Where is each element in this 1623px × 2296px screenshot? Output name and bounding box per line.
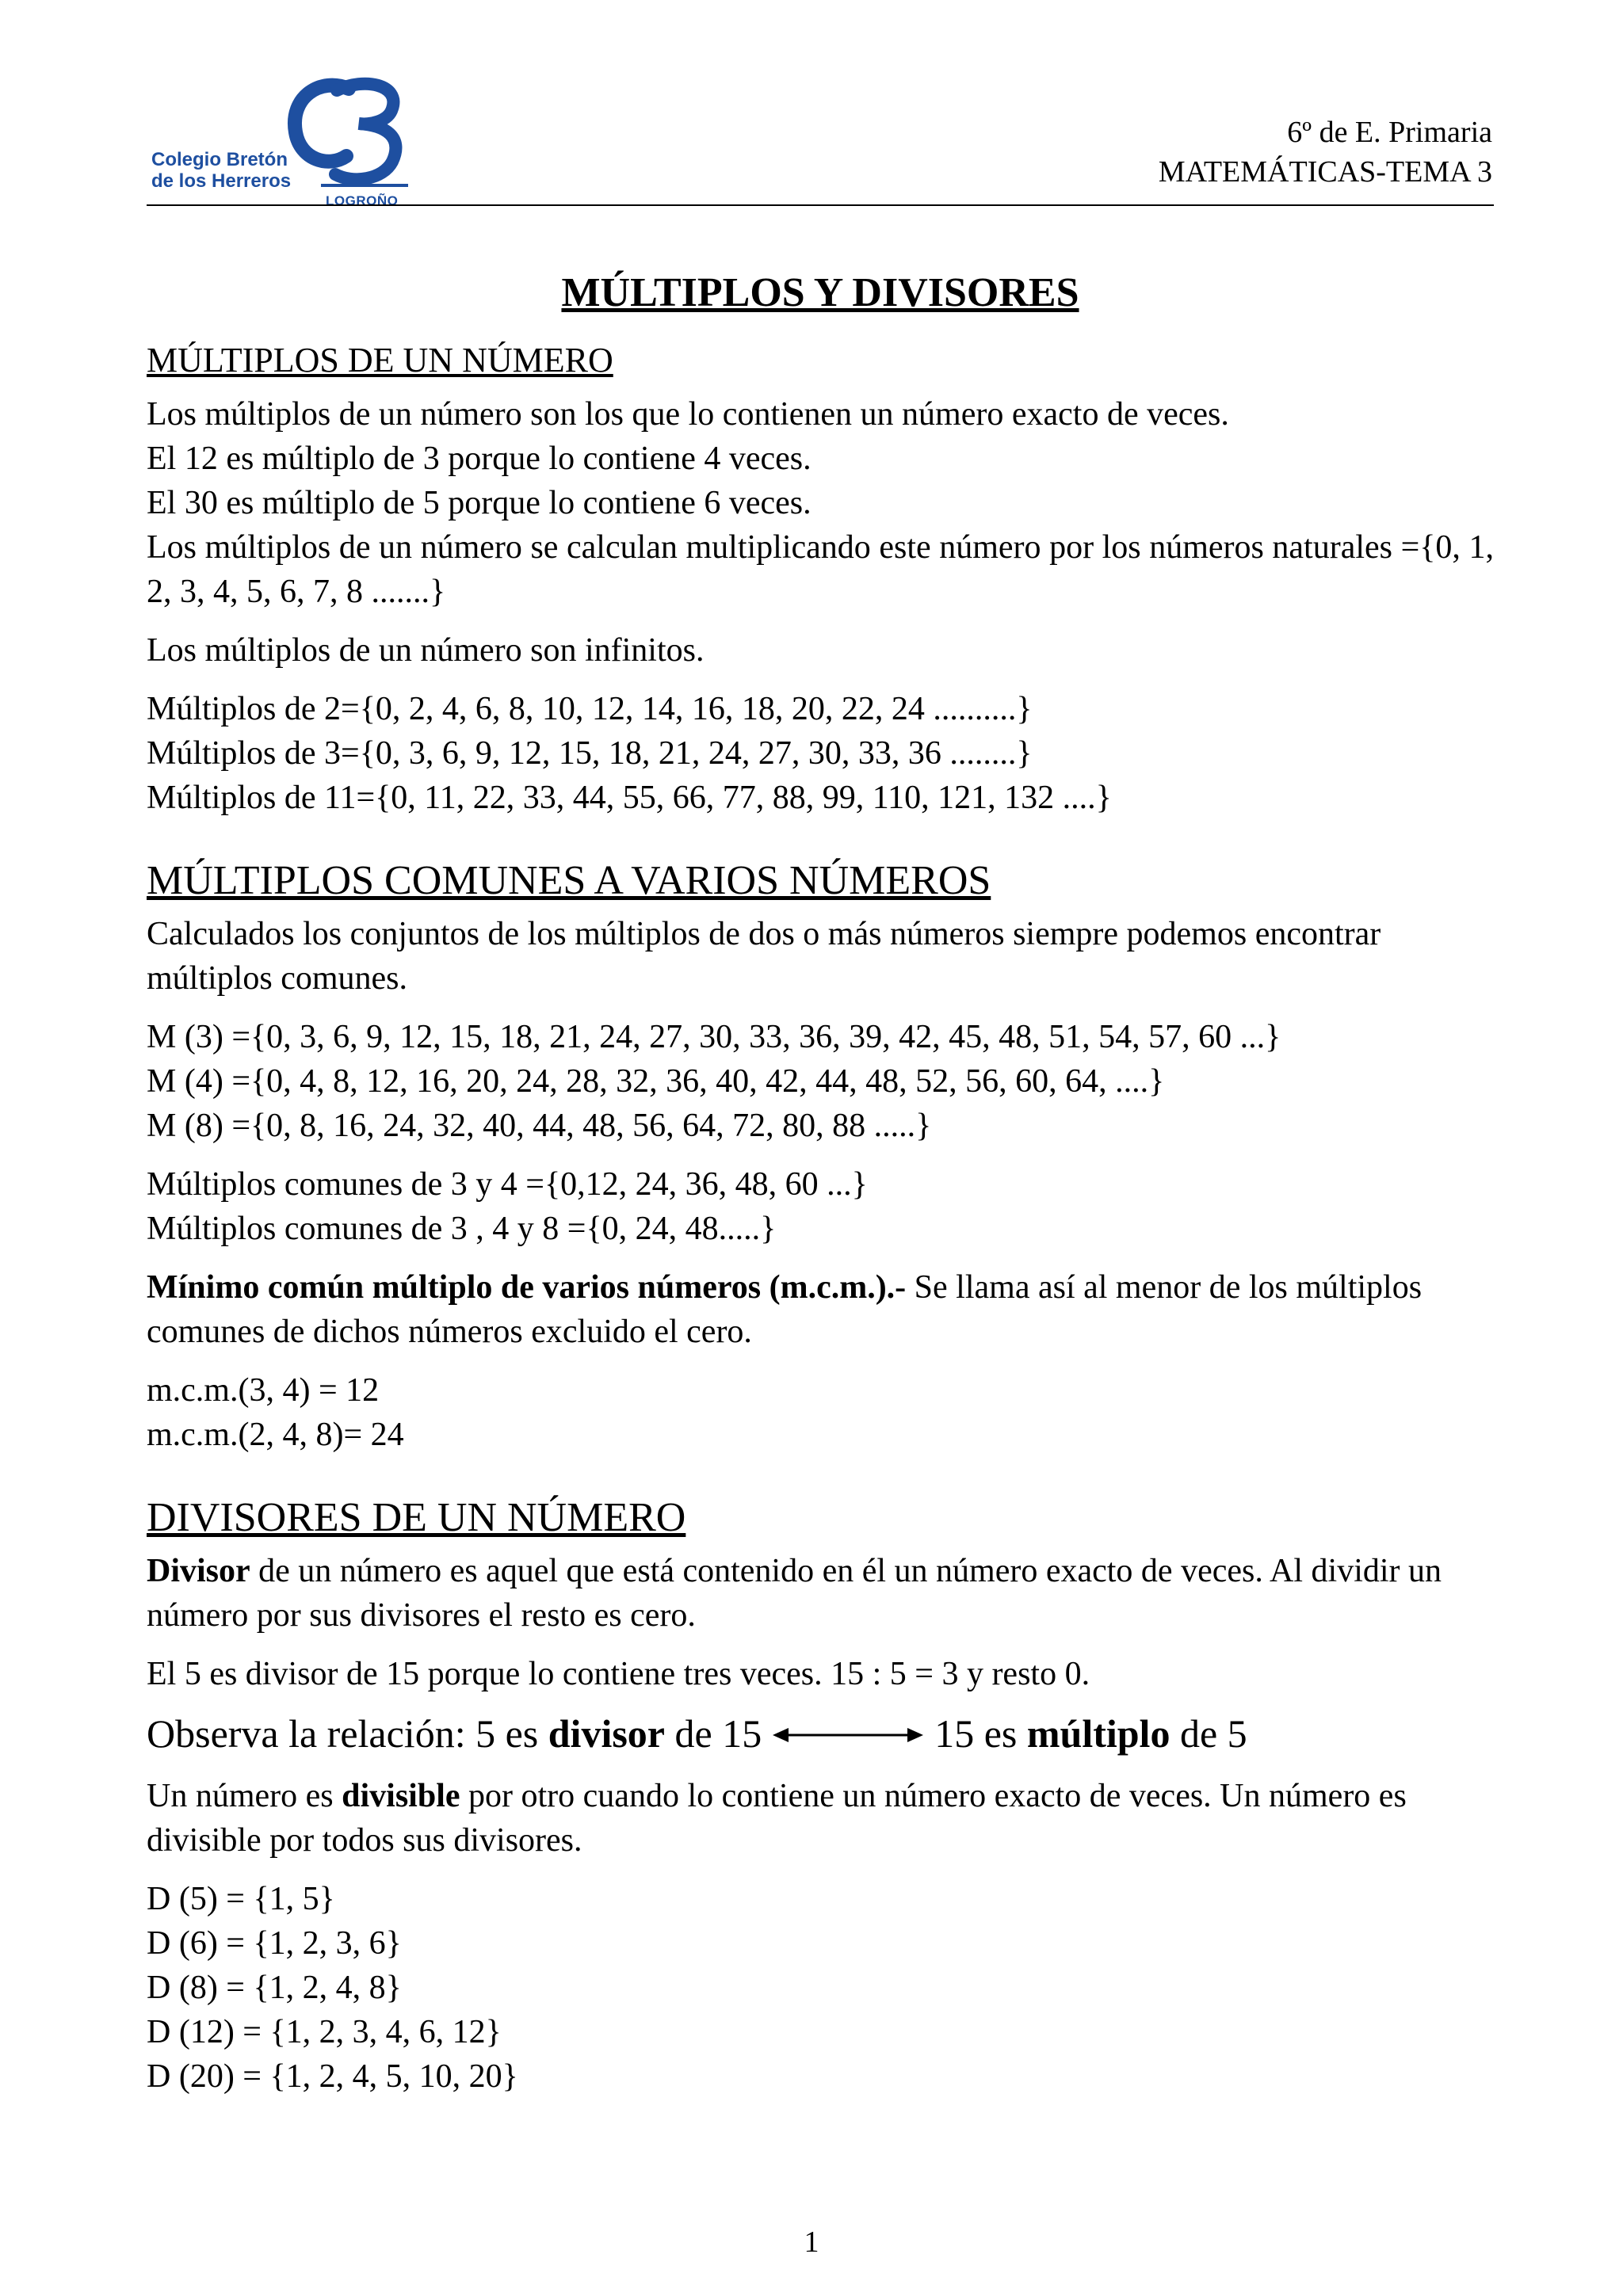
document-content (147, 265, 1494, 2099)
common-multiples: Múltiplos comunes de 3 y 4 ={0,12, 24, 36, 48, 60 ...} (147, 1166, 868, 1203)
course-label: 6º de E. Primaria (1287, 116, 1492, 149)
relation-line (147, 1707, 1494, 1760)
section1-heading: MÚLTIPLOS DE UN NÚMERO (147, 341, 613, 379)
divisor-definition (147, 1549, 1494, 1638)
header-divider (147, 204, 1494, 206)
multiples-set: M (4) ={0, 4, 8, 12, 16, 20, 24, 28, 32, 36, 40, 42, 44, 48, 52, 56, 60, 64, ....} (147, 1063, 1165, 1100)
relation-bold2: múltiplo (1026, 1711, 1170, 1756)
relation-part1: Observa la relación: 5 es (147, 1711, 548, 1756)
divisors-set: D (6) = {1, 2, 3, 6} (147, 1925, 402, 1962)
divisor-term: Divisor (147, 1553, 250, 1589)
relation-part3: 15 es (934, 1711, 1027, 1756)
relation-part2: de 15 (665, 1711, 762, 1756)
multiples-set: M (8) ={0, 8, 16, 24, 32, 40, 44, 48, 56, 64, 72, 80, 88 .....} (147, 1108, 932, 1144)
section2-intro: Calculados los conjuntos de los múltiplos de dos o más números siempre podemos encontrar múltiplos comunes. (147, 916, 1381, 997)
school-city: LOGROÑO (326, 193, 399, 208)
section1-line: El 12 es múltiplo de 3 porque lo contiene 4 veces. (147, 441, 812, 477)
divisors-set: D (5) = {1, 5} (147, 1881, 335, 1917)
multiples-example: Múltiplos de 11={0, 11, 22, 33, 44, 55, 66, 77, 88, 99, 110, 121, 132 ....} (147, 780, 1112, 816)
section1-paragraph: Los múltiplos de un número se calculan multiplicando este número por los números naturales ={0, 1, 2, 3, 4, 5, 6, 7, 8 .......} (147, 529, 1494, 610)
divisible-part2: por otro cuando lo contiene un número exacto de veces. Un número es divisible por todos sus divisores. (147, 1778, 1407, 1859)
section3-heading: DIVISORES DE UN NÚMERO (147, 1495, 686, 1540)
multiples-example: Múltiplos de 2={0, 2, 4, 6, 8, 10, 12, 14, 16, 18, 20, 22, 24 ..........} (147, 691, 1033, 727)
section1-line: Los múltiplos de un número son los que lo contienen un número exacto de veces. (147, 396, 1229, 433)
multiples-example: Múltiplos de 3={0, 3, 6, 9, 12, 15, 18, 21, 24, 27, 30, 33, 36 ........} (147, 735, 1033, 772)
cb-monogram-icon (273, 73, 416, 192)
mcm-example: m.c.m.(2, 4, 8)= 24 (147, 1417, 404, 1453)
school-name-line1: Colegio Bretón (151, 149, 288, 170)
mcm-example: m.c.m.(3, 4) = 12 (147, 1372, 380, 1409)
header-info (1159, 113, 1492, 192)
divisible-part1: Un número es (147, 1778, 342, 1814)
school-name-line2: de los Herreros (151, 170, 292, 192)
mcm-term: Mínimo común múltiplo de varios números (m.c.m.).- (147, 1269, 907, 1306)
divisible-definition (147, 1774, 1494, 1863)
school-logo (147, 73, 416, 208)
common-multiples: Múltiplos comunes de 3 , 4 y 8 ={0, 24, 48.....} (147, 1211, 777, 1247)
divisible-term: divisible (342, 1778, 460, 1814)
divisor-text: de un número es aquel que está contenido en él un número exacto de veces. Al dividir un número por sus divisores el resto es cero. (147, 1553, 1442, 1634)
relation-bold1: divisor (548, 1711, 665, 1756)
double-arrow-icon (773, 1707, 923, 1760)
mcm-text: Se llama así al menor de los múltiplos comunes de dichos números excluido el cero. (147, 1269, 1423, 1350)
divisors-set: D (20) = {1, 2, 4, 5, 10, 20} (147, 2058, 518, 2095)
page-title: MÚLTIPLOS Y DIVISORES (561, 270, 1079, 315)
divisor-example: El 5 es divisor de 15 porque lo contiene tres veces. 15 : 5 = 3 y resto 0. (147, 1656, 1090, 1692)
relation-part4: de 5 (1170, 1711, 1247, 1756)
page-number: 1 (804, 2225, 819, 2259)
subject-label: MATEMÁTICAS-TEMA 3 (1158, 155, 1492, 189)
divisors-set: D (12) = {1, 2, 3, 4, 6, 12} (147, 2014, 502, 2050)
mcm-definition (147, 1265, 1494, 1354)
divisors-set: D (8) = {1, 2, 4, 8} (147, 1970, 402, 2006)
section1-line: El 30 es múltiplo de 5 porque lo contiene 6 veces. (147, 485, 812, 521)
section1-infinite: Los múltiplos de un número son infinitos. (147, 632, 705, 669)
multiples-set: M (3) ={0, 3, 6, 9, 12, 15, 18, 21, 24, 27, 30, 33, 36, 39, 42, 45, 48, 51, 54, 57, 60 ...} (147, 1019, 1281, 1055)
section2-heading: MÚLTIPLOS COMUNES A VARIOS NÚMEROS (147, 858, 991, 903)
